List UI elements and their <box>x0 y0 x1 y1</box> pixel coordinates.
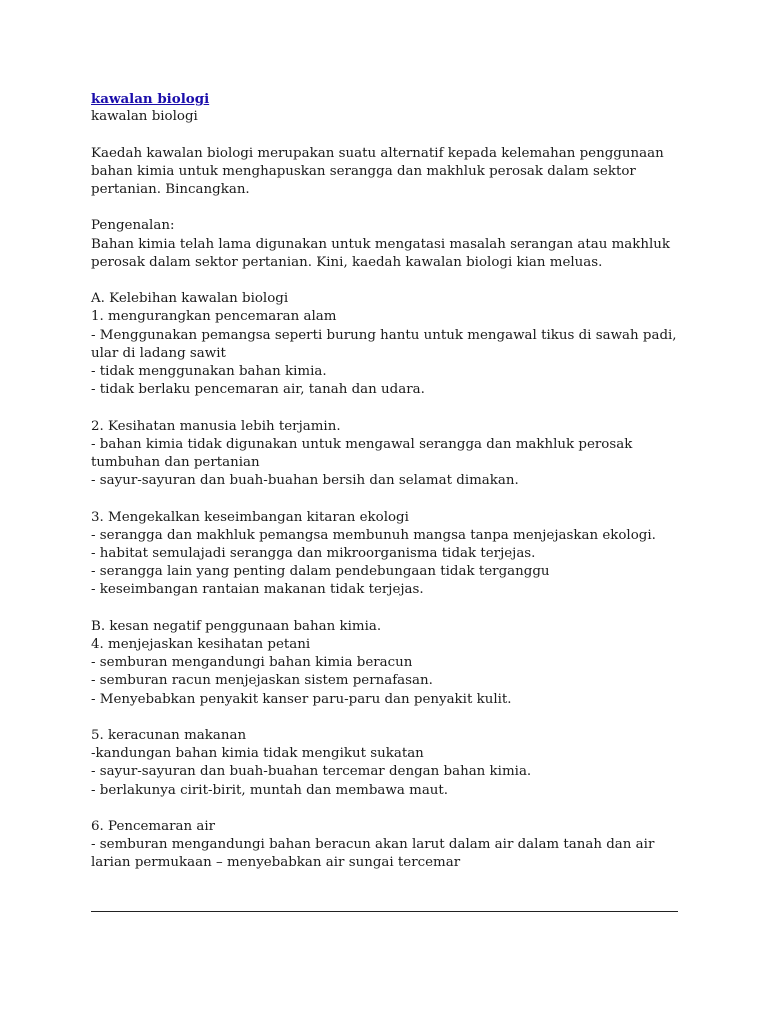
point-4-line: - Menyebabkan penyakit kanser paru-paru dan penyakit kulit. <box>91 691 512 707</box>
point-4-line: - semburan racun menjejaskan sistem pernafasan. <box>91 673 433 689</box>
section-b-heading: B. kesan negatif penggunaan bahan kimia. <box>91 618 382 634</box>
point-4-title: 4. menjejaskan kesihatan petani <box>91 637 311 652</box>
point-4-line: - semburan mengandungi bahan kimia beracun <box>91 655 413 671</box>
point-5-line: - sayur-sayuran dan buah-buahan tercemar dengan bahan kimia. <box>91 764 532 780</box>
spacer <box>91 272 681 290</box>
point-5-line: - berlakunya cirit-birit, muntah dan membawa maut. <box>91 782 449 798</box>
point-2-line: - sayur-sayuran dan buah-buahan bersih dan selamat dimakan. <box>91 473 519 489</box>
horizontal-divider <box>91 911 678 912</box>
point-6-title: 6. Pencemaran air <box>91 819 216 834</box>
spacer <box>91 490 681 508</box>
section-a-heading: A. Kelebihan kawalan biologi <box>91 291 289 307</box>
point-3-line: - habitat semulajadi serangga dan mikroorganisma tidak terjejas. <box>91 546 536 561</box>
intro-question: Kaedah kawalan biologi merupakan suatu alternatif kepada kelemahan penggunaan bahan kimia untuk menghapuskan serangga dan makhluk perosak dalam sektor pertanian. Bincangkan. <box>91 145 664 197</box>
pengenalan-body: Bahan kimia telah lama digunakan untuk mengatasi masalah serangan atau makhluk perosak dalam sektor pertanian. Kini, kaedah kawalan biologi kian meluas. <box>91 236 671 270</box>
point-3-line: - keseimbangan rantaian makanan tidak terjejas. <box>91 582 424 598</box>
subtitle: kawalan biologi <box>91 109 198 125</box>
point-3-line: - serangga lain yang penting dalam pendebungaan tidak terganggu <box>91 564 550 580</box>
spacer <box>91 399 681 417</box>
point-2-line: - bahan kimia tidak digunakan untuk mengawal serangga dan makhluk perosak tumbuhan dan pertanian <box>91 436 633 470</box>
spacer <box>91 126 681 144</box>
point-6-line: - semburan mengandungi bahan beracun akan larut dalam air dalam tanah dan air larian permukaan – menyebabkan air sungai tercemar <box>91 837 655 871</box>
point-2-title: 2. Kesihatan manusia lebih terjamin. <box>91 418 341 434</box>
document-body <box>91 90 681 873</box>
point-5-title: 5. keracunan makanan <box>91 728 247 743</box>
spacer <box>91 800 681 818</box>
spacer <box>91 600 681 618</box>
pengenalan-heading: Pengenalan: <box>91 218 175 234</box>
point-1-line: - tidak menggunakan bahan kimia. <box>91 364 327 379</box>
point-1-line: - tidak berlaku pencemaran air, tanah dan udara. <box>91 382 425 398</box>
point-3-line: - serangga dan makhluk pemangsa membunuh mangsa tanpa menjejaskan ekologi. <box>91 527 656 543</box>
spacer <box>91 709 681 727</box>
spacer <box>91 199 681 217</box>
title-link[interactable]: kawalan biologi <box>91 91 210 107</box>
point-3-title: 3. Mengekalkan keseimbangan kitaran ekologi <box>91 509 409 525</box>
point-5-line: -kandungan bahan kimia tidak mengikut sukatan <box>91 746 424 762</box>
point-1-title: 1. mengurangkan pencemaran alam <box>91 309 337 325</box>
point-1-line: - Menggunakan pemangsa seperti burung hantu untuk mengawal tikus di sawah padi, ular di ladang sawit <box>91 327 677 361</box>
